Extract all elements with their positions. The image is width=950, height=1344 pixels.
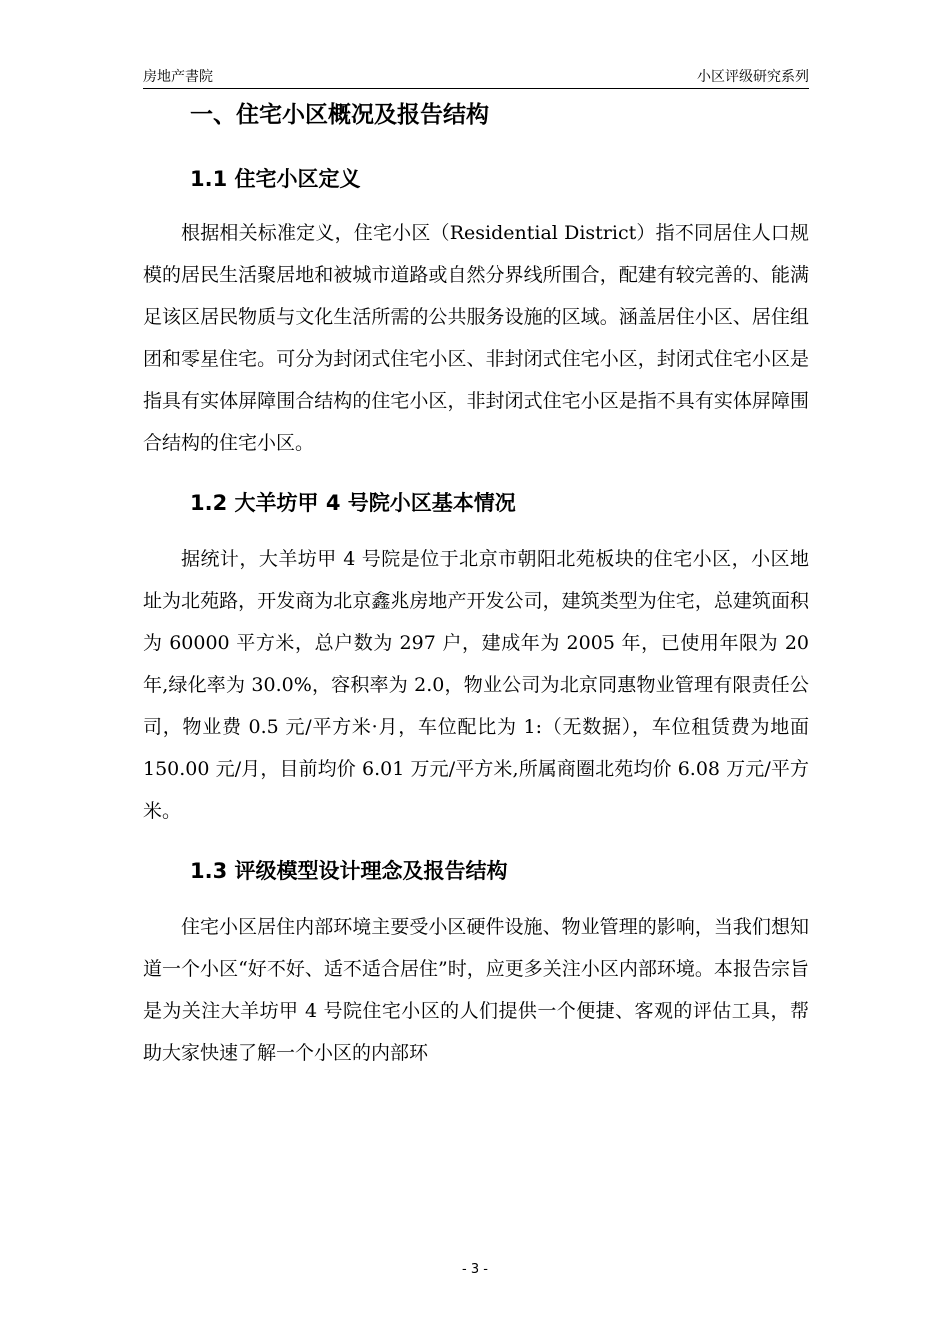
- section-paragraph-1-3: 住宅小区居住内部环境主要受小区硬件设施、物业管理的影响，当我们想知道一个小区“好不好、适不适合居住”时，应更多关注小区内部环境。本报告宗旨是为关注大羊坊甲 4 号院住宅小区的人们提供一个便捷、客观的评估工具，帮助大家快速了解一个小区的内部环: [143, 916, 809, 1064]
- header-publisher: 房地产書院: [143, 69, 213, 85]
- section-heading-1-2: 1.2 大羊坊甲 4 号院小区基本情况: [190, 491, 516, 515]
- page-header: [143, 66, 809, 89]
- section-heading-1-1: 1.1 住宅小区定义: [190, 167, 361, 191]
- section-paragraph-1-2: 据统计，大羊坊甲 4 号院是位于北京市朝阳北苑板块的住宅小区，小区地址为北苑路，开发商为北京鑫兆房地产开发公司，建筑类型为住宅，总建筑面积为 60000 平方米，总户数为 297 户，建成年为 2005 年，已使用年限为 20 年,绿化率为 30.0%，容积率为 2.0，物业公司为北京同惠物业管理有限责任公司，物业费 0.5 元/平方米·月，车位配比为 1:（无数据），车位租赁费为地面 150.00 元/月，目前均价 6.01 万元/平方米,所属商圈北苑均价 6.08 万元/平方米。: [143, 548, 809, 822]
- page-number: - 3 -: [462, 1262, 488, 1277]
- header-series-title: 小区评级研究系列: [697, 69, 809, 85]
- section-heading-1-3: 1.3 评级模型设计理念及报告结构: [190, 859, 508, 883]
- chapter-title: 一、住宅小区概况及报告结构: [190, 102, 489, 128]
- section-paragraph-1-1: 根据相关标准定义，住宅小区（Residential District）指不同居住人口规模的居民生活聚居地和被城市道路或自然分界线所围合，配建有较完善的、能满足该区居民物质与文化生活所需的公共服务设施的区域。涵盖居住小区、居住组团和零星住宅。可分为封闭式住宅小区、非封闭式住宅小区，封闭式住宅小区是指具有实体屏障围合结构的住宅小区，非封闭式住宅小区是指不具有实体屏障围合结构的住宅小区。: [143, 222, 809, 454]
- document-body: [143, 94, 809, 1074]
